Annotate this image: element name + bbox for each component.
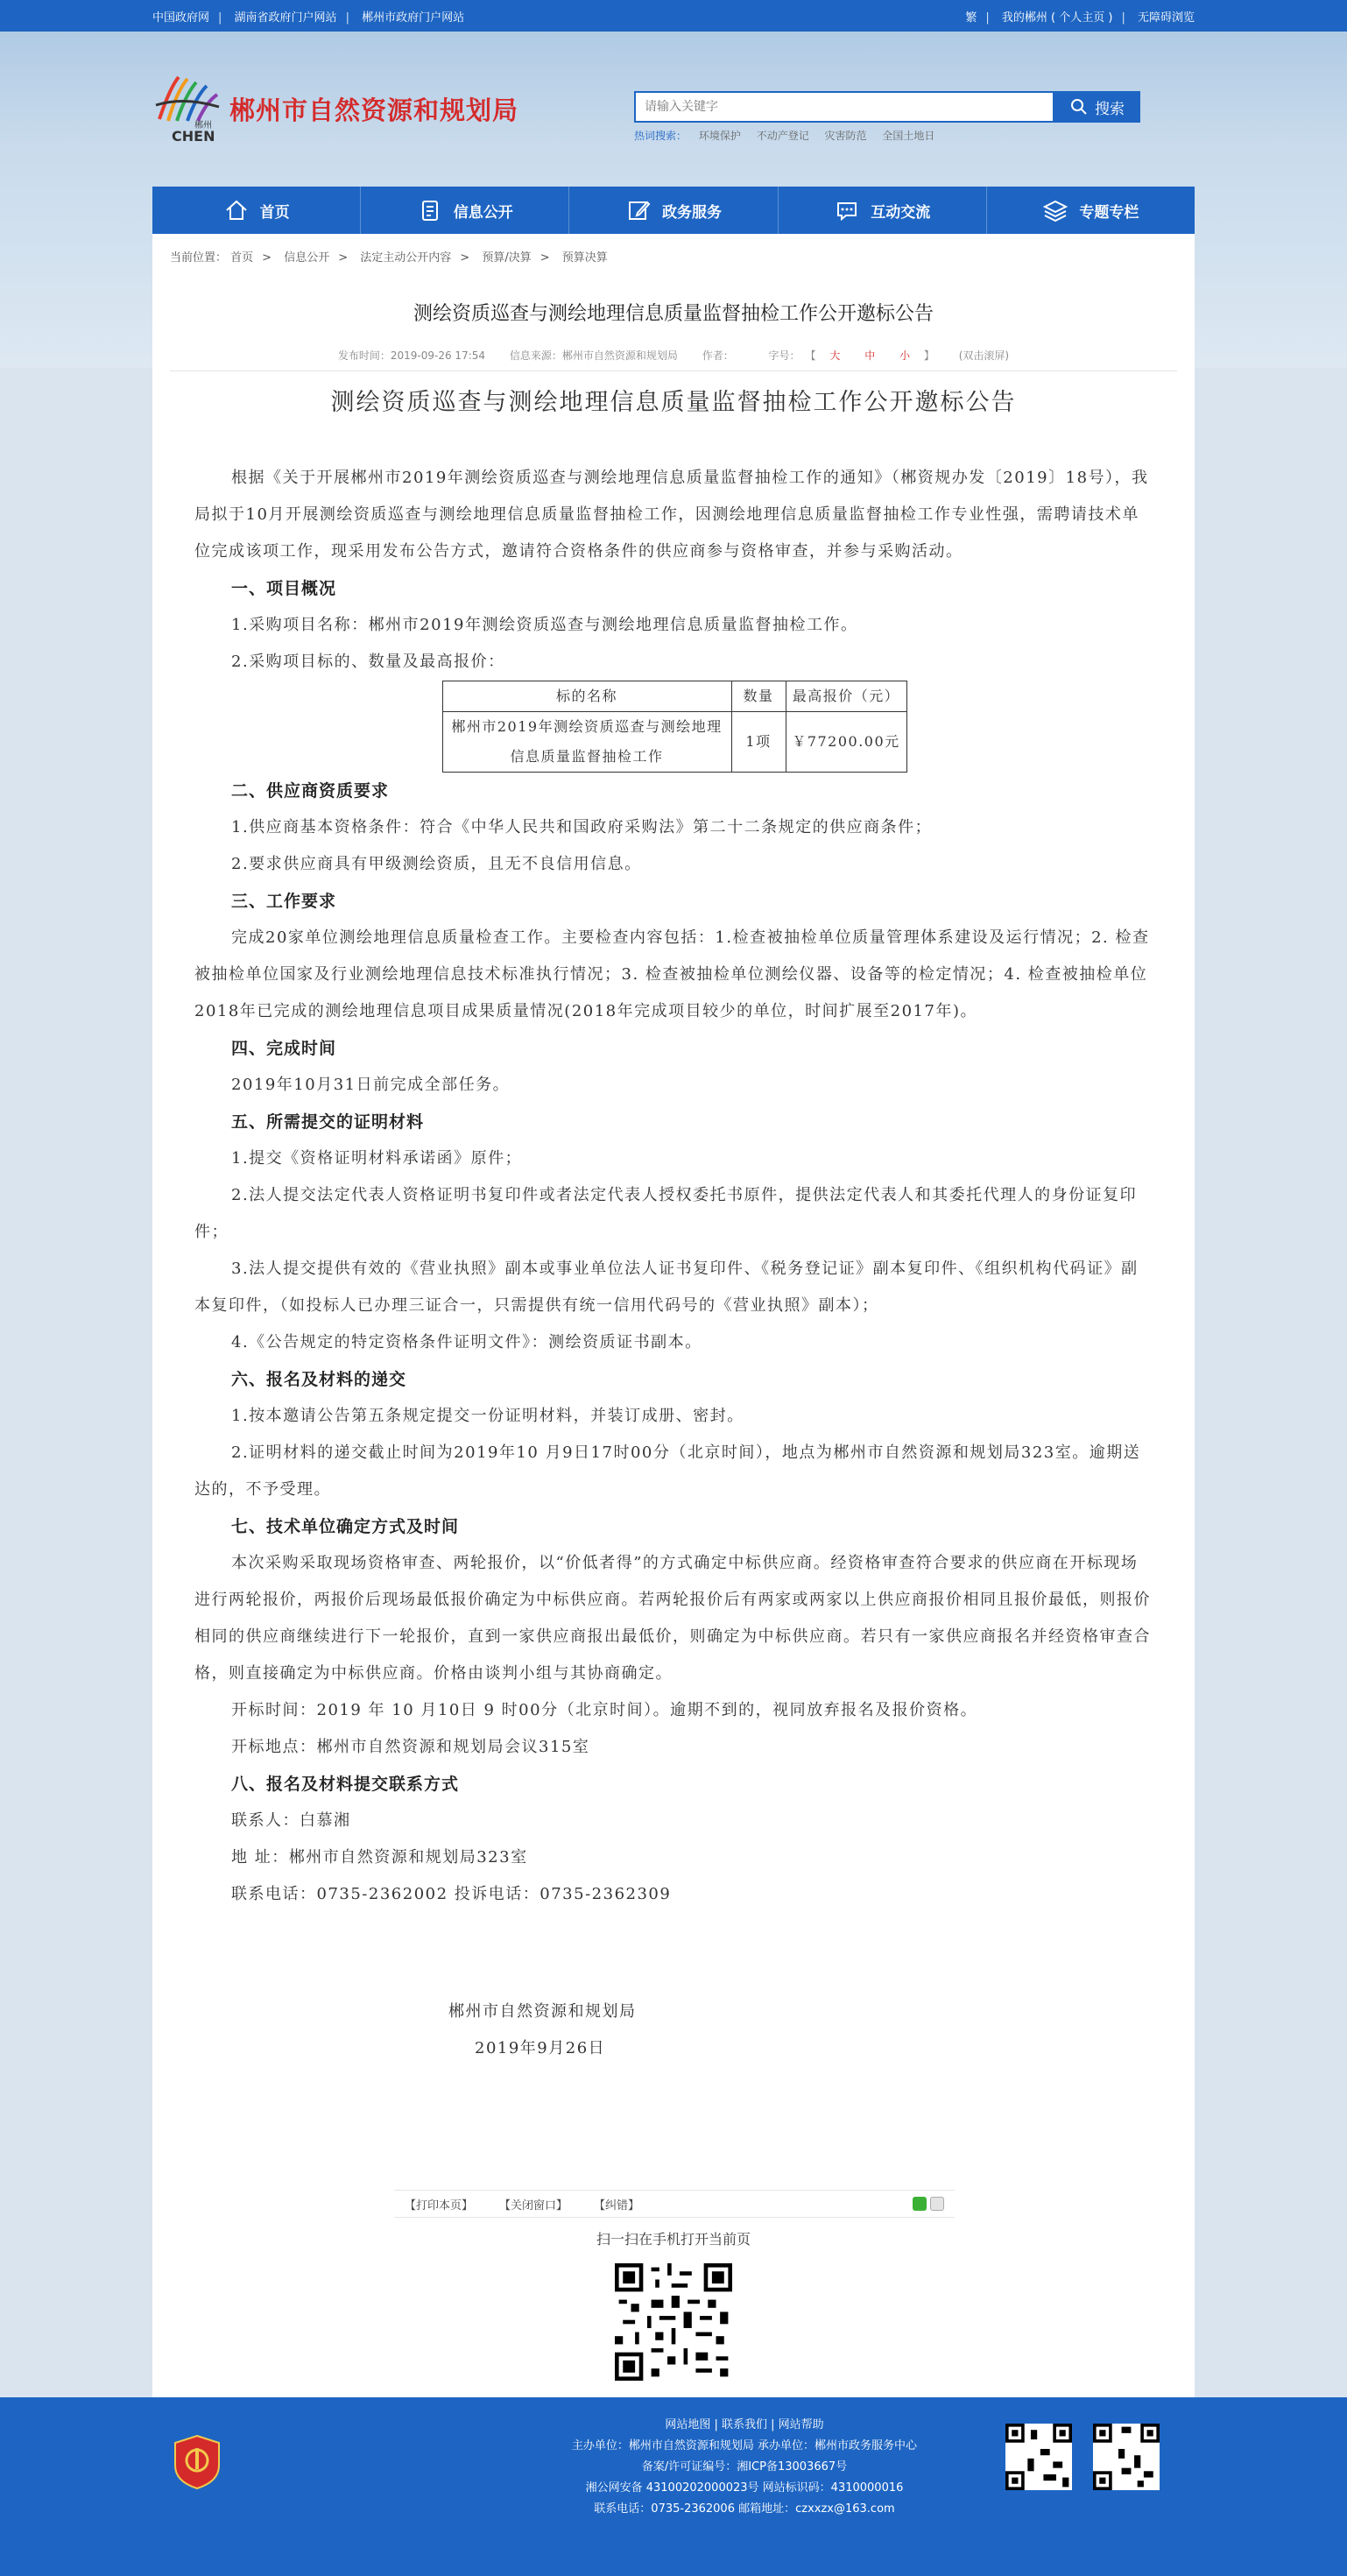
search-button-label: 搜索 (1095, 100, 1125, 117)
section-heading: 二、供应商资质要求 (231, 781, 390, 801)
nav-item-label: 互动交流 (871, 203, 931, 222)
qr-label: 扫一扫在手机打开当前页 (596, 2231, 751, 2248)
link-accessibility[interactable]: 无障碍浏览 (1137, 11, 1195, 25)
print-button[interactable]: 【打印本页】 (405, 2198, 474, 2213)
nav-item-interaction[interactable] (779, 187, 987, 234)
correct-button[interactable]: 【纠错】 (594, 2198, 640, 2213)
edit-icon (625, 197, 652, 223)
link-gov-cn[interactable]: 中国政府网 (152, 11, 210, 25)
paragraph: 开标地点：郴州市自然资源和规划局会议315室 (231, 1738, 590, 1756)
weibo-icon[interactable] (930, 2197, 944, 2211)
search-icon (1070, 98, 1088, 116)
layers-icon (1042, 197, 1068, 223)
hot-word[interactable]: 灾害防范 (824, 130, 867, 142)
share-buttons (913, 2197, 944, 2211)
nav-item-topics[interactable] (987, 187, 1195, 234)
nav-item-info[interactable] (361, 187, 569, 234)
font-size-label: 字号： (768, 349, 800, 362)
footer-icp[interactable]: 备案/许可证编号：湘ICP备13003667号 (641, 2460, 848, 2474)
section-heading: 四、完成时间 (231, 1039, 337, 1058)
home-icon (223, 197, 250, 223)
info-source: 信息来源：郴州市自然资源和规划局 (509, 349, 678, 362)
search-button[interactable] (1054, 91, 1140, 123)
paragraph: 2019年10月31日前完成全部任务。 (231, 1076, 511, 1094)
hot-word[interactable]: 环境保护 (698, 130, 741, 142)
top-left-links: 中国政府网 | 湖南省政府门户网站 | 郴州市政府门户网站 (152, 11, 465, 25)
paragraph: 1.提交《资格证明材料承诺函》原件； (231, 1149, 523, 1168)
paragraph: 本次采购采取现场资格审查、两轮报价，以“价低者得”的方式确定中标供应商。经资格审查符合要求的供应商在开标现场进行两轮报价，两报价后现场最低报价确定为中标供应商。若两轮报价后有两家或两家以上供应商报价相同且报价最低，则报价相同的供应商继续进行下一轮报价，直到一家供应商报出最低价，则确定为中标供应商。若只有一家供应商报名并经资格审查合格，则直接确定为中标供应商。价格由谈判小组与其协商确定。 (194, 1554, 1151, 1683)
paragraph: 地 址：郴州市自然资源和规划局323室 (231, 1848, 528, 1867)
nav-item-label: 信息公开 (453, 203, 513, 222)
paragraph: 4.《公告规定的特定资格条件证明文件》：测绘资质证书副本。 (231, 1333, 702, 1352)
article-body (194, 460, 1154, 2067)
breadcrumb: 当前位置： 首页 > 信息公开 > 法定主动公开内容 > 预算/决算 > 预算决算 (170, 251, 608, 265)
site-header (152, 70, 1195, 158)
footer-info (552, 2415, 937, 2520)
main-nav (152, 187, 1195, 234)
doc-title: 测绘资质巡查与测绘地理信息质量监督抽检工作公开邀标公告 (413, 303, 934, 325)
font-size-medium[interactable]: 中 (864, 349, 876, 362)
top-right-links: 繁 | 我的郴州 ( 个人主页 ) | 无障碍浏览 (965, 11, 1195, 25)
paragraph: 开标时间：2019 年 10 月10日 9 时00分（北京时间）。逾期不到的，视同放弃报名及报价资格。 (231, 1701, 978, 1719)
site-name: 郴州市自然资源和规划局 (229, 95, 519, 125)
article-meta (152, 348, 1195, 363)
section-heading: 六、报名及材料的递交 (231, 1370, 407, 1389)
breadcrumb-item[interactable]: 法定主动公开内容 (360, 251, 452, 265)
table-header: 数量 (731, 681, 786, 712)
link-chenzhou-gov[interactable]: 郴州市政府门户网站 (362, 11, 465, 25)
section-heading: 七、技术单位确定方式及时间 (231, 1517, 460, 1536)
quote-table (442, 681, 907, 773)
section-heading: 一、项目概况 (231, 579, 337, 598)
paragraph: 联系人：白慕湘 (231, 1811, 351, 1830)
footer-contact: 联系电话：0735-2362006 邮箱地址：czxxzx@163.com (594, 2502, 895, 2516)
wechat-icon[interactable] (913, 2197, 927, 2211)
paragraph: 2.法人提交法定代表人资格证明书复印件或者法定代表人授权委托书原件，提供法定代表人和其委托代理人的身份证复印件； (194, 1186, 1138, 1241)
signature-date: 2019年9月26日 (475, 2039, 606, 2057)
wechat-qr-icon (1005, 2424, 1072, 2490)
qr-code-icon (615, 2263, 732, 2381)
table-header: 标的名称 (442, 681, 731, 712)
breadcrumb-item[interactable]: 预算/决算 (482, 251, 532, 265)
paragraph: 1.采购项目名称：郴州市2019年测绘资质巡查与测绘地理信息质量监督抽检工作。 (231, 616, 858, 634)
footer-links[interactable]: 网站地图 | 联系我们 | 网站帮助 (665, 2418, 824, 2431)
nav-item-home[interactable] (152, 187, 361, 234)
link-traditional[interactable]: 繁 (965, 11, 977, 25)
article-tools (394, 2190, 955, 2218)
paragraph: 根据《关于开展郴州市2019年测绘资质巡查与测绘地理信息质量监督抽检工作的通知》（郴资规办发〔2019〕18号），我局拟于10月开展测绘资质巡查与测绘地理信息质量监督抽检工作，因测绘地理信息质量监督抽检工作专业性强，需聘请技术单位完成该项工作，现采用发布公告方式，邀请符合资格条件的供应商参与资格审查，并参与采购活动。 (194, 469, 1149, 561)
nav-item-label: 首页 (259, 203, 290, 222)
document-icon (417, 197, 443, 223)
hot-word[interactable]: 不动产登记 (756, 130, 809, 142)
top-bar (0, 0, 1347, 32)
paragraph: 联系电话：0735-2362002 投诉电话：0735-2362309 (231, 1885, 672, 1903)
search-input[interactable] (634, 91, 1054, 123)
party-gov-badge-icon[interactable] (172, 2434, 222, 2490)
paragraph: 2.证明材料的递交截止时间为2019年10 月9日17时00分（北京时间），地点为郴州市自然资源和规划局323室。逾期送达的，不予受理。 (194, 1443, 1141, 1499)
nav-item-label: 政务服务 (662, 203, 722, 222)
nav-item-services[interactable] (569, 187, 778, 234)
section-heading: 五、所需提交的证明材料 (231, 1112, 425, 1132)
paragraph: 2.采购项目标的、数量及最高报价： (231, 653, 505, 671)
author: 作者： (702, 349, 734, 362)
double-click-scroll: (双击滚屏) (958, 349, 1010, 362)
publish-time: 发布时间：2019-09-26 17:54 (337, 349, 486, 362)
article-title: 测绘资质巡查与测绘地理信息质量监督抽检工作公开邀标公告 (330, 389, 1017, 416)
close-window-button[interactable]: 【关闭窗口】 (499, 2198, 568, 2213)
paragraph: 3.法人提交提供有效的《营业执照》副本或事业单位法人证书复印件、《税务登记证》副本复印件、《组织机构代码证》副本复印件，（如投标人已办理三证合一，只需提供有统一信用代码号的《营业执照》副本）； (194, 1260, 1139, 1315)
footer-host: 主办单位：郴州市自然资源和规划局 承办单位：郴州市政务服务中心 (571, 2439, 918, 2452)
hot-words-label: 热词搜索： (634, 130, 688, 142)
breadcrumb-item[interactable]: 预算决算 (561, 251, 608, 265)
footer-police[interactable]: 湘公网安备 43100202000023号 网站标识码：4310000016 (585, 2481, 904, 2495)
font-size-small[interactable]: 小 (899, 349, 911, 362)
link-my-chenzhou[interactable]: 我的郴州 ( 个人主页 ) (1001, 11, 1113, 25)
breadcrumb-item[interactable]: 首页 (230, 251, 254, 265)
weibo-qr-icon (1093, 2424, 1160, 2490)
nav-item-label: 专题专栏 (1079, 203, 1139, 222)
main-content (152, 234, 1195, 2397)
hot-words (634, 128, 947, 143)
logo-sub: 郴州 (194, 121, 212, 131)
hot-word[interactable]: 全国土地日 (882, 130, 935, 142)
paragraph: 2.要求供应商具有甲级测绘资质，且无不良信用信息。 (231, 855, 642, 873)
site-footer (0, 2397, 1347, 2576)
chat-icon (834, 197, 860, 223)
breadcrumb-label: 当前位置： (170, 251, 228, 265)
table-header: 最高报价（元） (786, 681, 906, 712)
search-box (634, 91, 1144, 123)
font-size-control: 字号： 【 大 中 小 】 (768, 349, 934, 362)
link-hunan-gov[interactable]: 湖南省政府门户网站 (234, 11, 337, 25)
paragraph: 完成20家单位测绘地理信息质量检查工作。主要检查内容包括：1.检查被抽检单位质量管理体系建设及运行情况；2. 检查被抽检单位国家及行业测绘地理信息技术标准执行情况；3. 检查被抽检单位测绘仪器、设备等的检定情况；4. 检查被抽检单位2018年已完成的测绘地理信息项目成果质量情况(2018年完成项目较少的单位，时间扩展至2017年)。 (194, 928, 1150, 1020)
signature-org: 郴州市自然资源和规划局 (448, 2002, 637, 2021)
site-logo[interactable] (152, 70, 222, 145)
paragraph: 1.供应商基本资格条件：符合《中华人民共和国政府采购法》第二十二条规定的供应商条件； (231, 818, 933, 836)
breadcrumb-item[interactable]: 信息公开 (284, 251, 330, 265)
table-cell: 1项 (731, 712, 786, 773)
paragraph: 1.按本邀请公告第五条规定提交一份证明材料，并装订成册、密封。 (231, 1407, 744, 1425)
table-cell: 郴州市2019年测绘资质巡查与测绘地理信息质量监督抽检工作 (442, 712, 731, 773)
table-cell: ￥77200.00元 (786, 712, 906, 773)
section-heading: 八、报名及材料提交联系方式 (231, 1775, 460, 1794)
logo-text: CHEN (172, 128, 215, 145)
font-size-large[interactable]: 大 (829, 349, 841, 362)
section-heading: 三、工作要求 (231, 892, 337, 911)
